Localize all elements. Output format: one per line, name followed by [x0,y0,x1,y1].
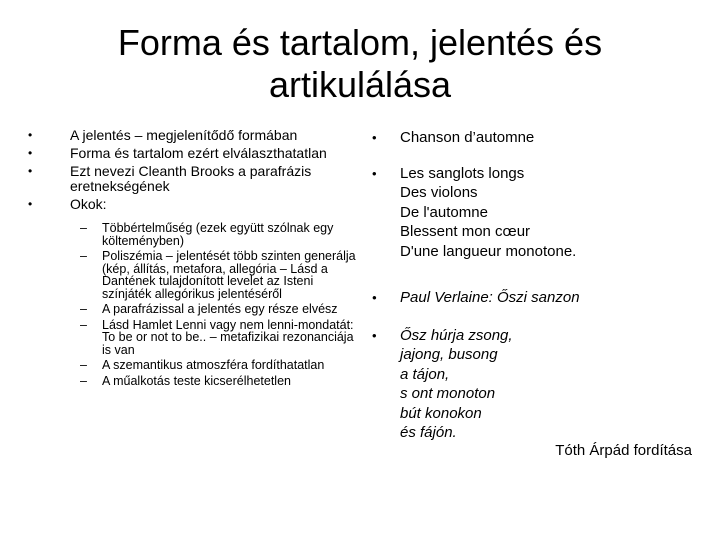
translator-credit: Tóth Árpád fordítása [555,441,692,459]
bullet-item [28,164,358,194]
bullet-text: A jelentés – megjelenítődő formában [70,127,298,143]
bullet-text: Okok: [70,196,107,212]
translation-line: • Ősz húrja zsong, [400,326,513,344]
bullet-item [372,128,692,148]
sub-bullet-item: – Poliszémia – jelentését több szinten generálja (kép, állítás, metafora, allegória – Lásd a Dantének tulajdonított levelet az Isteni színjáték allegórikus jelentéséről [70,250,358,300]
sub-bullet-item: – A műalkotás teste kicserélhetetlen [70,375,358,388]
translation-line: jajong, busong [400,346,498,363]
poem-line: D'une langueur monotone. [400,242,577,260]
bullet-text: Forma és tartalom ezért elválaszthatatlan [70,145,327,161]
sub-bullet-list [70,222,358,387]
sub-bullet-item: – Lásd Hamlet Lenni vagy nem lenni-mondatát: To be or not to be.. – metafizikai rezonanciája is van [70,319,358,357]
right-bullet-list [372,128,692,460]
sub-bullet-item: – A szemantikus atmoszféra fordíthatatlan [70,359,358,372]
translation-line: s ont monoton [400,385,496,402]
translation-line: és fájón. [400,424,457,441]
bullet-item [28,146,358,161]
sub-bullet-item: – A parafrázissal a jelentés egy része elvész [70,303,358,316]
poem-title: Chanson d’automne [400,129,535,146]
bullet-item [372,164,692,262]
poem-line: De l'automne [400,203,488,221]
left-bullet-list [28,128,358,390]
translation-title: Paul Verlaine: Őszi sanzon [400,289,580,306]
bullet-item [28,197,358,387]
poem-line: • Les sanglots longs [400,164,525,182]
poem-line: Des violons [400,184,478,201]
translation-line: a tájon, [400,365,450,383]
bullet-item [372,288,692,308]
bullet-item [372,326,692,461]
translation-line: bút konokon [400,404,482,422]
title-line: artikulálása [268,64,452,105]
bullet-item [28,128,358,143]
poem-line: Blessent mon cœur [400,223,531,240]
slide-title [40,22,680,106]
title-line: Forma és tartalom, jelentés és [117,22,603,63]
bullet-text: Ezt nevezi Cleanth Brooks a parafrázis eretnekségének [70,163,312,194]
sub-bullet-item: – Többértelműség (ezek együtt szólnak egy költeményben) [70,222,358,247]
